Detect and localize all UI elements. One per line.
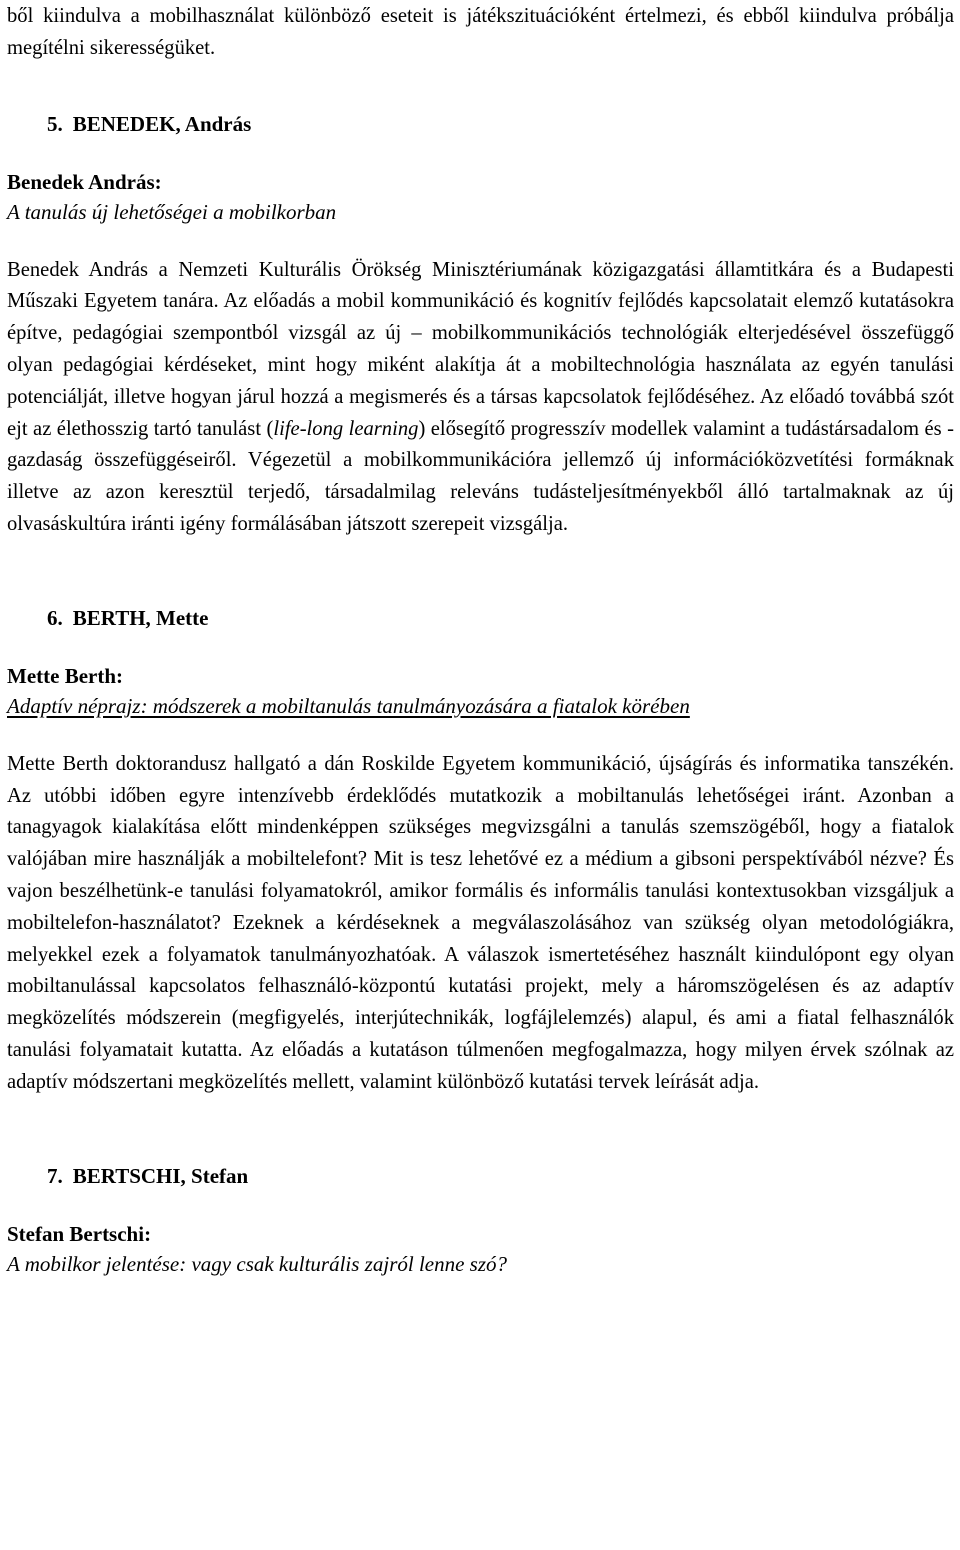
abstract-italic-term: life-long learning — [273, 417, 419, 440]
section-berth — [7, 603, 954, 1099]
abstract-text-part1: Benedek András a Nemzeti Kulturális Örökség Minisztériumának közigazgatási államtitkára és a Budapesti Műszaki Egyetem tanára. Az előadás a mobil kommunikáció és kognitív fejlődés kapcsolatait elemző kutatásokra építve, pedagógiai szempontból vizsgál az új – mobilkommunikációs technológiák elterjedésével összefüggő olyan pedagógiai kérdéseket, mint hogy miként alakítja át a mobiltechnológia használata az egyén tanulási potenciálját, illetve hogyan járul hozzá a megismerés és a társas kapcsolatok fejlődéséhez. Az előadó továbbá szót ejt az élethosszig tartó tanulást ( — [7, 258, 954, 440]
talk-title: A mobilkor jelentése: vagy csak kulturális zajról lenne szó? — [7, 1251, 508, 1276]
section-number: 7. — [47, 1163, 63, 1188]
section-number: 6. — [47, 605, 63, 630]
author-name: Mette Berth: — [7, 663, 124, 688]
section-heading — [7, 109, 954, 139]
abstract-paragraph: Mette Berth doktorandusz hallgató a dán Roskilde Egyetem kommunikáció, újságírás és informatika tanszékén. Az utóbbi időben egyre intenzívebb érdeklődés mutatkozik a mobiltanulás lehetőségei iránt. Azonban a tanagyagok kialakítása előtt mindenképpen szükséges megvizsgálni a tanulás szemszögéből, hogy a fiatalok valójában mire használják a mobiltelefont? Mit is tesz lehetővé ez a médium a gibsoni perspektívából nézve? És vajon beszélhetünk-e tanulási folyamatokról, amikor formális és informális tanulási kontextusokban vizsgáljuk a mobiltelefon-használatot? Ezeknek a kérdéseknek a megválaszolásához van szükség olyan metodológiákra, melyekkel ezek a folyamatok tanulmányozhatóak. A válaszok ismertetéséhez használt kiindulópont egy olyan mobiltanulással kapcsolatos felhasználó-központú kutatási projekt, mely a háromszögelésen és az adaptív megközelítés módszerein (megfigyelés, interjútechnikák, logfájlelemzés) alapul, és ami a fiatal felhasználók tanulási folyamatait kutatta. Az előadás a kutatáson túlmenően megfogalmazza, hogy milyen érvek szólnak az adaptív módszertani megközelítés mellett, valamint különböző kutatási tervek leírását adja. — [7, 752, 954, 1093]
section-bertschi — [7, 1161, 954, 1279]
abstract-text-part2: ) elősegítő progresszív modellek valamint a tudástársadalom és -gazdaság összefüggéseiről. Végezetül a mobilkommunikációra jellemző új információközvetítési formáknak illetve az azon keresztül terjedő, társadalmilag releváns tudásteljesítményekből álló tartalmaknak az új olvasáskultúra iránti igény formálásában játszott szerepeit vizsgálja. — [7, 417, 955, 535]
talk-title: A tanulás új lehetőségei a mobilkorban — [7, 199, 337, 224]
author-name: Benedek András: — [7, 169, 162, 194]
intro-paragraph: ből kiindulva a mobilhasználat különböző eseteit is játékszituációként értelmezi, és ebből kiindulva próbálja megítélni sikerességüket. — [7, 5, 954, 59]
section-heading — [7, 1161, 954, 1191]
section-name: BERTSCHI, Stefan — [72, 1163, 249, 1188]
section-name: BENEDEK, András — [72, 111, 252, 136]
section-number: 5. — [47, 111, 63, 136]
section-name: BERTH, Mette — [72, 605, 209, 630]
abstract-paragraph — [7, 255, 954, 541]
section-benedek — [7, 109, 954, 541]
section-heading — [7, 603, 954, 633]
talk-title: Adaptív néprajz: módszerek a mobiltanulás tanulmányozására a fiatalok körében — [7, 693, 690, 718]
author-name: Stefan Bertschi: — [7, 1221, 152, 1246]
document-page — [7, 0, 954, 1279]
